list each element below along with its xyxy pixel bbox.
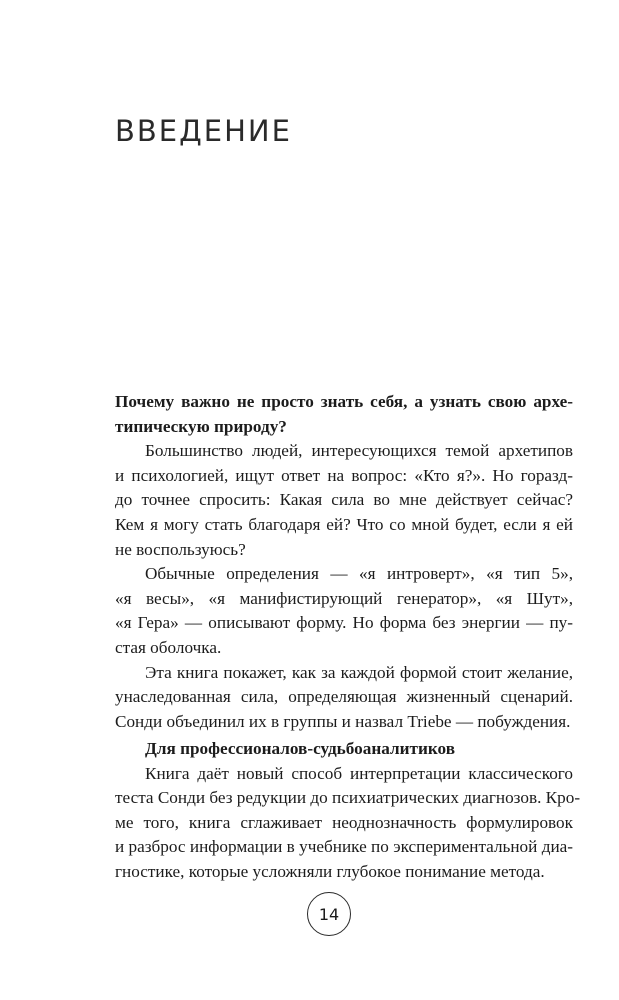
paragraph-line: гностике, которые усложняли глубокое понимание метода.	[115, 861, 545, 881]
section-heading-line: Почему важно не просто знать себя, а узнать свою архе-	[115, 392, 573, 411]
paragraph-line: унаследованная сила, определяющая жизненный сценарий.	[115, 687, 573, 707]
paragraph-line: «я Гера» — описывают форму. Но форма без энергии — пу-	[115, 613, 573, 633]
paragraph-line: Эта книга покажет, как за каждой формой стоит желание,	[145, 662, 573, 682]
paragraph-line: «я весы», «я манифистирующий генератор», «я Шут»,	[115, 588, 573, 608]
paragraph-line: Большинство людей, интересующихся темой архетипов	[145, 441, 573, 461]
chapter-title: ВВЕДЕНИЕ	[115, 114, 292, 148]
paragraph-line: не воспользуюсь?	[115, 539, 246, 559]
paragraph-line: Кем я могу стать благодаря ей? Что со мной будет, если я ей	[115, 514, 573, 534]
paragraph-line: Сонди объединил их в группы и назвал Triebe — побуждения.	[115, 711, 571, 731]
section-heading-line: типическую природу?	[115, 416, 287, 436]
paragraph-line: и психологией, ищут ответ на вопрос: «Кто я?». Но горазд-	[115, 465, 573, 485]
page-number-badge	[307, 892, 351, 936]
paragraph-line: стая оболочка.	[115, 637, 222, 657]
paragraph-line: до точнее спросить: Какая сила во мне действует сейчас?	[115, 490, 573, 510]
paragraph-line: и разброс информации в учебнике по экспериментальной диа-	[115, 837, 573, 857]
paragraph-line: Книга даёт новый способ интерпретации классического	[145, 763, 573, 783]
paragraph-line: теста Сонди без редукции до психиатрических диагнозов. Кро-	[115, 788, 581, 808]
section-archetypal-nature	[115, 390, 573, 734]
paragraph-line: ме того, книга сглаживает неоднозначность формулировок	[115, 812, 573, 832]
section-heading: Для профессионалов-судьбоаналитиков	[145, 739, 455, 758]
section-professionals	[115, 737, 581, 885]
page-number: 14	[318, 904, 340, 924]
paragraph-line: Обычные определения — «я интроверт», «я тип 5»,	[145, 564, 573, 584]
